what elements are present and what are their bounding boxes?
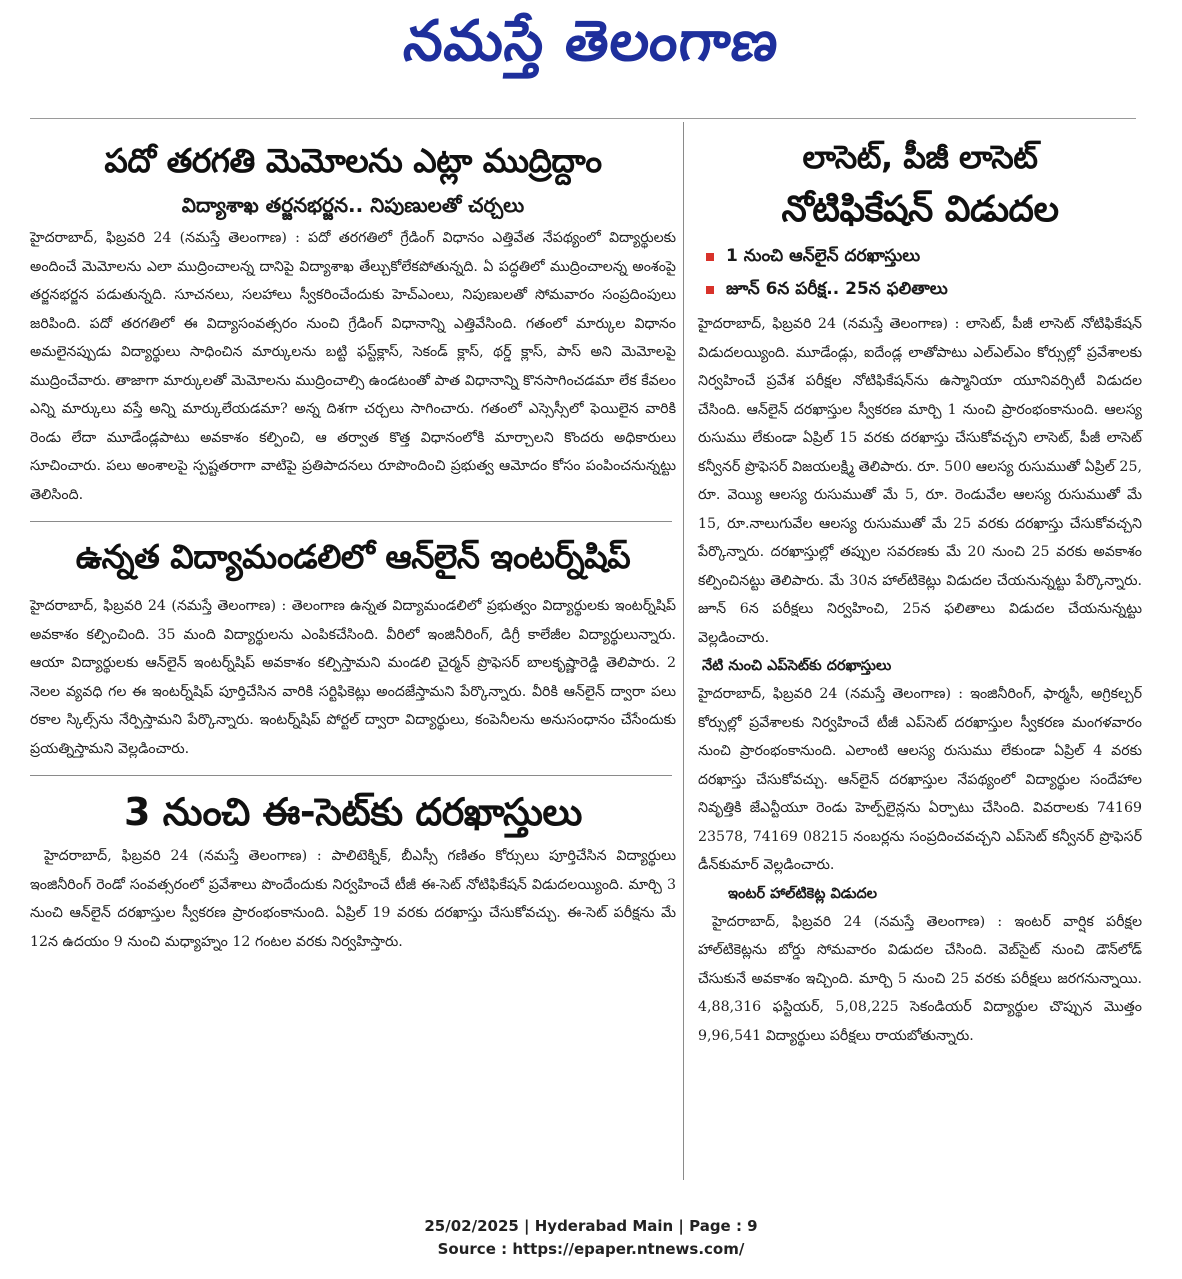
section-divider bbox=[30, 521, 672, 522]
bullet-square-icon bbox=[706, 253, 714, 261]
section-divider bbox=[30, 775, 672, 776]
article-memos-body: హైదరాబాద్, ఫిబ్రవరి 24 (నమస్తే తెలంగాణ) : పదో తరగతిలో గ్రేడింగ్ విధానం ఎత్తివేత నేపథ్యంలో విద్యార్థులకు అందించే మెమోలను ఎలా ముద్రించాలన్న దానిపై విద్యాశాఖ తేల్చుకోలేకపోతున్నది. ఏ పద్ధతిలో ముద్రించాలన్న అంశంపై తర్జనభర్జన పడుతున్నది. సూచనలు, సలహాలు స్వీకరించేందుకు హెచ్ఎంలు, నిపుణులతో సోమవారం సంప్రదింపులు జరిపింది. పదో తరగతిలో ఈ విద్యాసంవత్సరం నుంచి గ్రేడింగ్ విధానాన్ని ఎత్తివేసింది. గతంలో మార్కుల విధానం అమలైనప్పుడు విద్యార్థులు సాధించిన మార్కులను బట్టి ఫస్ట్‌క్లాస్, సెకండ్ క్లాస్, థర్డ్ క్లాస్, పాస్ అని మెమోలపై ముద్రించేవారు. తాజాగా మార్కులతో మెమోలను ముద్రించాల్సి ఉండటంతో పాత విధానాన్ని కొనసాగించడమా లేక కేవలం ఎన్ని మార్కులు వస్తే అన్ని మార్కులేయడమా? అన్న దిశగా చర్చలు సాగించారు. గతంలో ఎస్సెస్సీలో ఫెయిలైన వారికి రెండు లేదా మూడేండ్లపాటు అవకాశం కల్పించి, ఆ తర్వాత కొత్త విధానంలోకి మార్చాలని కొందరు అధికారులు సూచించారు. పలు అంశాలపై స్పష్టతరాగా వాటిపై ప్రతిపాదనలు రూపొందించి ప్రభుత్వ ఆమోదం కోసం పంపించనున్నట్టు తెలిసింది. bbox=[30, 230, 676, 503]
masthead bbox=[0, 4, 1182, 84]
article-epset-headline: నేటి నుంచి ఎప్‌సెట్‌కు దరఖాస్తులు bbox=[702, 658, 892, 674]
top-rule bbox=[30, 118, 1136, 119]
article-eset bbox=[30, 782, 676, 956]
article-memos bbox=[30, 132, 676, 509]
article-inter-headline: ఇంటర్ హాల్‌టికెట్ల విడుదల bbox=[728, 885, 878, 902]
article-memos-subheadline: విద్యాశాఖ తర్జనభర్జన.. నిపుణులతో చర్చలు bbox=[181, 193, 525, 217]
article-epset-body: హైదరాబాద్, ఫిబ్రవరి 24 (నమస్తే తెలంగాణ) : ఇంజినీరింగ్, ఫార్మసీ, అగ్రికల్చర్ కోర్సుల్లో ప్రవేశాలకు నిర్వహించే టీజీ ఎప్‌సెట్ దరఖాస్తుల స్వీకరణ మంగళవారం నుంచి ప్రారంభంకానుంది. ఎలాంటి ఆలస్య రుసుము లేకుండా ఏప్రిల్ 4 వరకు దరఖాస్తు చేసుకోవచ్చు. ఆన్‌లైన్ దరఖాస్తుల నేపథ్యంలో విద్యార్థుల సందేహాల నివృత్తికి జేఎన్టీయూ రెండు హెల్ప్‌లైన్లను ఏర్పాటు చేసింది. వివరాలకు 74169 23578, 74169 08215 నంబర్లను సంప్రదించవచ్చని ఎప్‌సెట్ కన్వీనర్ ప్రొఫెసర్ డీన్‌కుమార్ వెల్లడించారు. bbox=[698, 686, 1142, 873]
column-divider bbox=[683, 122, 684, 1180]
article-lawcet-headline-line1: లాసెట్, పీజీ లాసెట్ bbox=[802, 138, 1038, 176]
left-column bbox=[30, 132, 676, 956]
article-lawcet-headline-line2: నోటిఫికేషన్ విడుదల bbox=[781, 189, 1059, 230]
right-column bbox=[698, 132, 1142, 1050]
article-lawcet-body: హైదరాబాద్, ఫిబ్రవరి 24 (నమస్తే తెలంగాణ) : లాసెట్, పీజీ లాసెట్ నోటిఫికేషన్ విడుదలయ్యింది. మూడేండ్లు, ఐదేండ్ల లాతోపాటు ఎల్ఎల్ఎం కోర్సుల్లో ప్రవేశాలకు నిర్వహించే ప్రవేశ పరీక్షల నోటిఫికేషన్‌ను ఉస్మానియా యూనివర్సిటీ విడుదల చేసింది. ఆన్‌లైన్ దరఖాస్తుల స్వీకరణ మార్చి 1 నుంచి ప్రారంభంకానుంది. ఆలస్య రుసుము లేకుండా ఏప్రిల్ 15 వరకు దరఖాస్తు చేసుకోవచ్చని లాసెట్, పీజీ లాసెట్ కన్వీనర్ ప్రొఫెసర్ విజయలక్ష్మి తెలిపారు. రూ. 500 ఆలస్య రుసుముతో ఏప్రిల్ 25, రూ. వెయ్యి ఆలస్య రుసుముతో మే 5, రూ. రెండువేల ఆలస్య రుసుముతో మే 15, రూ.నాలుగువేల ఆలస్య రుసుముతో మే 25 వరకు దరఖాస్తు చేసుకోవచ్చని పేర్కొన్నారు. దరఖాస్తుల్లో తప్పుల సవరణకు మే 20 నుంచి 25 వరకు అవకాశం కల్పించినట్టు తెలిపారు. మే 30న హాల్‌టికెట్లు విడుదల చేయనున్నట్టు పేర్కొన్నారు. జూన్ 6న పరీక్షలు నిర్వహించి, 25న ఫలితాలు విడుదల చేయనున్నట్టు వెల్లడించారు. bbox=[698, 316, 1142, 646]
bullet-item: 1 నుంచి ఆన్‌లైన్ దరఖాస్తులు bbox=[698, 240, 1142, 273]
footer-source: Source : https://epaper.ntnews.com/ bbox=[437, 1240, 745, 1258]
article-inter bbox=[698, 880, 1142, 1051]
bullet-item: జూన్ 6న పరీక్ష.. 25న ఫలితాలు bbox=[698, 273, 1142, 306]
masthead-logo: నమస్తే తెలంగాణ bbox=[400, 9, 782, 74]
article-internship-body: హైదరాబాద్, ఫిబ్రవరి 24 (నమస్తే తెలంగాణ) : తెలంగాణ ఉన్నత విద్యామండలిలో ప్రభుత్వం విద్యార్థులకు ఇంటర్న్‌షిప్ అవకాశం కల్పించింది. 35 మంది విద్యార్థులను ఎంపికచేసింది. వీరిలో ఇంజినీరింగ్, డిగ్రీ కాలేజీల విద్యార్థులున్నారు. ఆయా విద్యార్థులకు ఆన్‌లైన్ ఇంటర్న్‌షిప్ అవకాశం కల్పిస్తామని మండలి చైర్మన్ ప్రొఫెసర్ బాలకృష్ణారెడ్డి తెలిపారు. 2 నెలల వ్యవధి గల ఈ ఇంటర్న్‌షిప్ పూర్తిచేసిన వారికి సర్టిఫికెట్లు అందజేస్తామని పేర్కొన్నారు. వీరికి ఆన్‌లైన్ ద్వారా పలు రకాల స్కిల్స్‌ను నేర్పిస్తామని పేర్కొన్నారు. ఇంటర్న్‌షిప్ పోర్టల్ ద్వారా విద్యార్థులు, కంపెనీలను అనుసంధానం చేసేందుకు ప్రయత్నిస్తామని వెల్లడించారు. bbox=[30, 598, 676, 757]
bullet-square-icon bbox=[706, 286, 714, 294]
article-lawcet-bullets bbox=[698, 240, 1142, 306]
article-inter-body: హైదరాబాద్, ఫిబ్రవరి 24 (నమస్తే తెలంగాణ) : ఇంటర్ వార్షిక పరీక్షల హాల్‌టికెట్లను బోర్డు సోమవారం విడుదల చేసింది. వెబ్‌సైట్ నుంచి డౌన్‌లోడ్ చేసుకునే అవకాశం ఇచ్చింది. మార్చి 5 నుంచి 25 వరకు పరీక్షలు జరగనున్నాయి. 4,88,316 ఫస్టియర్, 5,08,225 సెకండియర్ విద్యార్థుల చొప్పున మొత్తం 9,96,541 విద్యార్థులు పరీక్షలు రాయబోతున్నారు. bbox=[698, 913, 1142, 1044]
article-internship bbox=[30, 528, 676, 763]
article-eset-headline: 3 నుంచి ఈ-సెట్‌కు దరఖాస్తులు bbox=[124, 790, 582, 834]
article-epset bbox=[698, 652, 1142, 880]
article-eset-body: హైదరాబాద్, ఫిబ్రవరి 24 (నమస్తే తెలంగాణ) : పాలిటెక్నిక్, బీఎస్సీ గణితం కోర్సులు పూర్తిచేసిన విద్యార్థులు ఇంజినీరింగ్ రెండో సంవత్సరంలో ప్రవేశాలు పొందేందుకు నిర్వహించే టీజీ ఈ-సెట్ నోటిఫికేషన్ విడుదలయ్యింది. మార్చి 3 నుంచి ఆన్‌లైన్ దరఖాస్తుల స్వీకరణ ప్రారంభంకానుంది. ఏప్రిల్ 19 వరకు దరఖాస్తు చేసుకోవచ్చు. ఈ-సెట్ పరీక్షను మే 12న ఉదయం 9 నుంచి మధ్యాహ్నం 12 గంటల వరకు నిర్వహిస్తారు. bbox=[30, 848, 676, 950]
article-internship-headline: ఉన్నత విద్యామండలిలో ఆన్‌లైన్ ఇంటర్న్‌షిప్ bbox=[75, 537, 631, 576]
footer-dateline: 25/02/2025 | Hyderabad Main | Page : 9 bbox=[424, 1217, 758, 1235]
article-lawcet bbox=[698, 132, 1142, 652]
article-memos-headline: పదో తరగతి మెమోలను ఎట్లా ముద్రిద్దాం bbox=[104, 141, 602, 180]
